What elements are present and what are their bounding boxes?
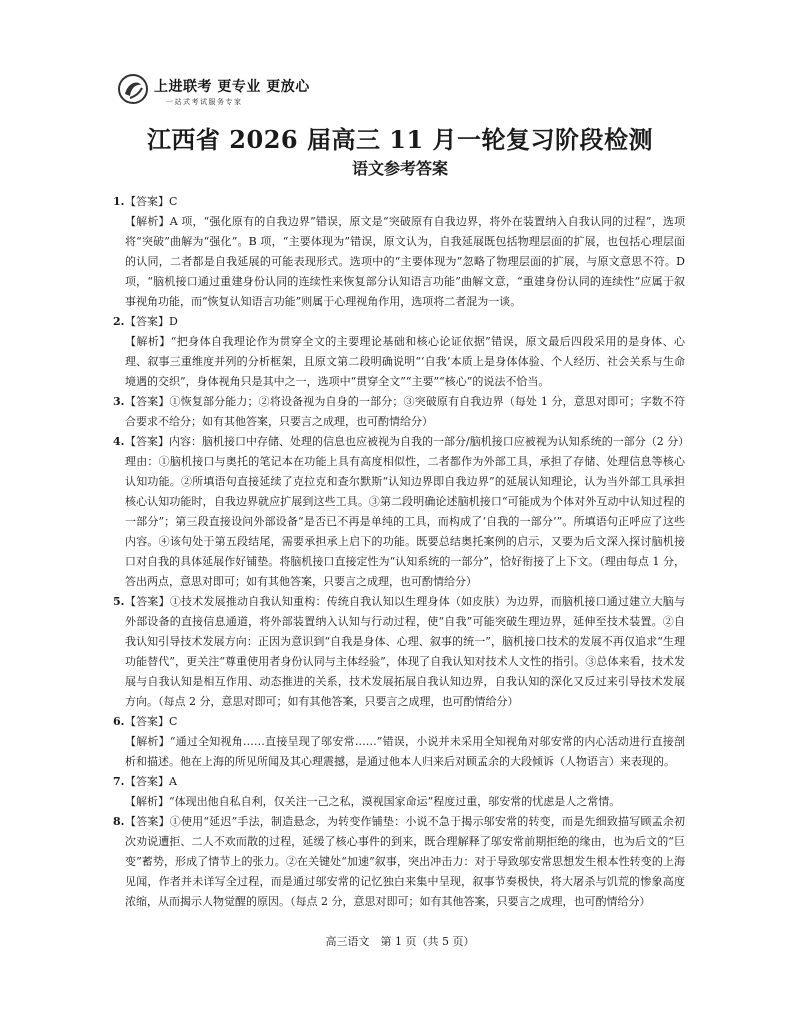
answer-line: 【答案】①恢复部分能力；②将设备视为自身的一部分；③突破原有自我边界（每处 1 分，意思对即可；字数不符合要求不给分；如有其他答案，只要言之成理，也可酌情给分） — [125, 395, 685, 428]
answer-line: 【答案】A — [125, 775, 177, 788]
question-item-6 — [113, 712, 685, 772]
explanation-text: 【解析】“体现出他自私自利，仅关注一己之私，漠视国家命运”程度过重，邬安常的忧虑是人之常情。 — [125, 795, 621, 808]
question-item-8 — [113, 812, 685, 912]
answer-line: 【答案】C — [125, 715, 178, 728]
question-number: 6. — [113, 715, 125, 728]
question-item-3 — [113, 392, 685, 432]
question-item-7 — [113, 772, 685, 812]
reason-text: 理由：①脑机接口与奥托的笔记本在功能上具有高度相似性，二者都作为外部工具，承担了存储、处理信息等核心认知功能。②所填语句直接延续了克拉克和查尔默斯“认知边界即自我边界”的延展认知理论，认为当外部工具承担核心认知功能时，自我边界就应扩展到这些工具。③第二段明确论述脑机接口“可能成为个体对外互动中认知过程的一部分”；第三段直接设问外部设备“是否已不再是单纯的工具，而构成了‘自我的一部分’”。所填语句正呼应了这些内容。④该句处于第五段结尾，需要承担承上启下的功能。既要总结奥托案例的启示，又要为后文深入探讨脑机接口对自我的具体延展作好铺垫。将脑机接口直接定性为“认知系统的一部分”，恰好衔接了上下文。（理由每点 1 分，答出两点，意思对即可；如有其他答案，只要言之成理，也可酌情给分） — [125, 455, 685, 588]
brand-slogan: 一站式考试服务专家 — [166, 98, 243, 106]
explanation-text: 【解析】“把身体自我理论作为贯穿全文的主要理论基础和核心论证依据”错误，原文最后四段采用的是身体、心理、叙事三重维度并列的分析框架，且原文第二段明确说明“‘自我’本质上是身体体验、个人经历、社会关系与生命境遇的交织”，身体视角只是其中之一，选项中“贯穿全文”“主要”“核心”的说法不恰当。 — [125, 335, 685, 388]
question-number: 7. — [113, 775, 125, 788]
question-item-5 — [113, 592, 685, 712]
question-number: 2. — [113, 315, 125, 328]
page-title: 江西省 2026 届高三 11 月一轮复习阶段检测 — [146, 125, 654, 154]
question-number: 4. — [113, 435, 125, 448]
question-number: 8. — [113, 815, 125, 828]
answer-line: 【答案】D — [125, 315, 178, 328]
brand-name: 上进联考 更专业 更放心 — [154, 79, 310, 95]
question-item-4 — [113, 432, 690, 592]
question-number: 3. — [113, 395, 125, 408]
answer-line: 【答案】①使用“延迟”手法，制造悬念，为转变作铺垫：小说不急于揭示邬安常的转变，而是先细致描写顾孟余初次劝说遭拒、二人不欢而散的过程，延缓了核心事件的到来，既合理解释了邬安常前期拒绝的缘由，也为后文的“巨变”蓄势，形成了情节上的张力。②在关键处“加速”叙事，突出冲击力：对于导致邬安常思想发生根本性转变的上海见闻，作者并未详写全过程，而是通过邬安常的记忆独白来集中呈现，叙事节奏极快，将大屠杀与饥荒的惨象高度浓缩，从而揭示人物觉醒的原因。（每点 2 分，意思对即可；如有其他答案，只要言之成理，也可酌情给分） — [125, 815, 685, 908]
answer-line: 【答案】内容：脑机接口中存储、处理的信息也应被视为自我的一部分/脑机接口应被视为认知系统的一部分（2 分） — [125, 435, 690, 448]
question-item-2 — [113, 312, 685, 392]
brand-logo-icon — [118, 74, 148, 104]
page-subtitle: 语文参考答案 — [351, 159, 448, 178]
answer-line: 【答案】①技术发展推动自我认知重构：传统自我认知以生理身体（如皮肤）为边界，而脑机接口通过建立大脑与外部设备的直接信息通道，将外部装置纳入认知与行动过程，使“自我”可能突破生理边界，延伸至技术装置。②自我认知引导技术发展方向：正因为意识到“自我是身体、心理、叙事的统一”，脑机接口技术的发展不再仅追求“生理功能替代”，更关注“尊重使用者身份认同与主体经验”，体现了自我认知对技术人文性的指引。③总体来看，技术发展与自我认知是相互作用、动态推进的关系，技术发展拓展自我认知边界，自我认知的深化又反过来引导技术发展方向。（每点 2 分，意思对即可；如有其他答案，只要言之成理，也可酌情给分） — [125, 595, 685, 708]
answer-line: 【答案】C — [125, 195, 178, 208]
question-item-1 — [113, 192, 685, 312]
header-logo — [118, 72, 318, 112]
explanation-text: 【解析】“通过全知视角……直接呈现了邬安常……”错误，小说并未采用全知视角对邬安常的内心活动进行直接剖析和描述。他在上海的所见所闻及其心理震撼，是通过他本人归来后对顾孟余的大段倾诉（人物语言）来表现的。 — [125, 735, 685, 768]
question-number: 1. — [113, 195, 125, 208]
page-footer: 高三语文 第 1 页（共 5 页） — [325, 935, 475, 948]
question-number: 5. — [113, 595, 125, 608]
explanation-text: 【解析】A 项，“强化原有的自我边界”错误，原文是“突破原有自我边界，将外在装置纳入自我认同的过程”，选项将“突破”曲解为“强化”。B 项，“主要体现为”错误，原文认为，自我延展既包括物理层面的扩展，也包括心理层面的认同，二者都是自我延展的可能表现形式。选项中的“主要体现为”忽略了物理层面的扩展，与原文意思不符。D 项，“脑机接口通过重建身份认同的连续性来恢复部分认知语言功能”曲解文意，“重建身份认同的连续性”应属于叙事视角功能，而“恢复认知语言功能”则属于心理视角作用，选项将二者混为一谈。 — [125, 215, 685, 308]
answer-list — [113, 192, 690, 912]
